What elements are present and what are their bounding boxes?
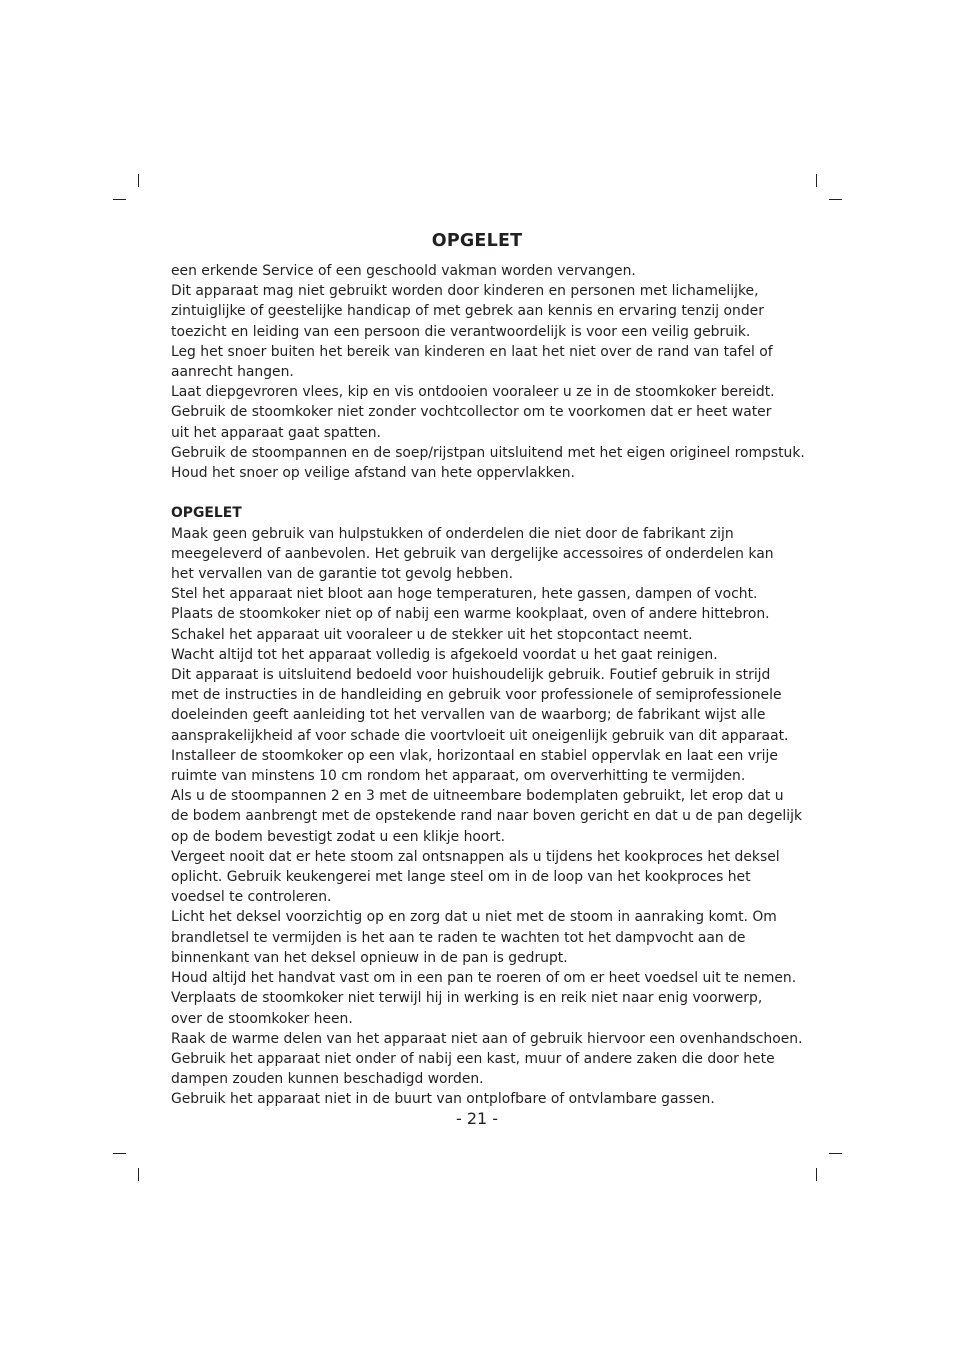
text-line: ruimte van minstens 10 cm rondom het apparaat, om oververhitting te vermijden. [171, 768, 746, 785]
text-line: aansprakelijkheid af voor schade die voortvloeit uit oneigenlijk gebruik van dit apparaat. [171, 727, 789, 744]
text-line: Stel het apparaat niet bloot aan hoge temperaturen, hete gassen, dampen of vocht. [171, 586, 758, 603]
text-line: de bodem aanbrengt met de opstekende rand naar boven gericht en dat u de pan degelijk [171, 808, 803, 825]
text-line: Als u de stoompannen 2 en 3 met de uitneembare bodemplaten gebruikt, let erop dat u [171, 788, 784, 805]
text-line: Gebruik de stoompannen en de soep/rijstpan uitsluitend met het eigen origineel rompstuk. [171, 444, 805, 461]
crop-mark-bottom-right-vertical [816, 1168, 817, 1181]
text-line: Installeer de stoomkoker op een vlak, horizontaal en stabiel oppervlak en laat een vrije [171, 747, 778, 764]
text-line: doeleinden geeft aanleiding tot het vervallen van de waarborg; de fabrikant wijst alle [171, 707, 766, 724]
text-line: Houd altijd het handvat vast om in een pan te roeren of om er heet voedsel uit te nemen. [171, 970, 797, 987]
text-line: Laat diepgevroren vlees, kip en vis ontdooien vooraleer u ze in de stoomkoker bereidt. [171, 384, 775, 401]
text-line: met de instructies in de handleiding en gebruik voor professionele of semiprofessionele [171, 687, 782, 704]
text-line: het vervallen van de garantie tot gevolg hebben. [171, 566, 513, 583]
text-line: Raak de warme delen van het apparaat niet aan of gebruik hiervoor een ovenhandschoen. [171, 1030, 803, 1047]
text-line: uit het apparaat gaat spatten. [171, 424, 381, 441]
crop-mark-bottom-right-horizontal [829, 1153, 842, 1154]
text-line: Schakel het apparaat uit vooraleer u de stekker uit het stopcontact neemt. [171, 626, 693, 643]
text-line: Wacht altijd tot het apparaat volledig is afgekoeld voordat u het gaat reinigen. [171, 646, 718, 663]
crop-mark-bottom-left-horizontal [113, 1153, 126, 1154]
text-line: Vergeet nooit dat er hete stoom zal ontsnappen als u tijdens het kookproces het deksel [171, 848, 780, 865]
text-line: Leg het snoer buiten het bereik van kinderen en laat het niet over de rand van tafel of [171, 343, 773, 360]
text-line: brandletsel te vermijden is het aan te raden te wachten tot het dampvocht aan de [171, 929, 746, 946]
page-number: - 21 - [455, 1109, 499, 1128]
text-line: Plaats de stoomkoker niet op of nabij een warme kookplaat, oven of andere hittebron. [171, 606, 770, 623]
crop-mark-top-right-horizontal [829, 199, 842, 200]
text-line: Gebruik het apparaat niet in de buurt van ontplofbare of ontvlambare gassen. [171, 1091, 715, 1108]
text-line: Dit apparaat mag niet gebruikt worden door kinderen en personen met lichamelijke, [171, 283, 759, 300]
text-line: Gebruik het apparaat niet onder of nabij een kast, muur of andere zaken die door hete [171, 1050, 775, 1067]
text-line: Dit apparaat is uitsluitend bedoeld voor huishoudelijk gebruik. Foutief gebruik in strijd [171, 667, 771, 684]
page-title: OPGELET [431, 231, 523, 251]
text-line: toezicht en leiding van een persoon die verantwoordelijk is voor een veilig gebruik. [171, 323, 751, 340]
text-line: aanrecht hangen. [171, 364, 294, 381]
text-line: zintuiglijke of geestelijke handicap of met gebrek aan kennis en ervaring tenzij onder [171, 303, 764, 320]
text-line: een erkende Service of een geschoold vakman worden vervangen. [171, 263, 636, 279]
text-line: over de stoomkoker heen. [171, 1010, 353, 1027]
text-line: meegeleverd of aanbevolen. Het gebruik van dergelijke accessoires of onderdelen kan [171, 545, 774, 562]
text-line: Gebruik de stoomkoker niet zonder vochtcollector om te voorkomen dat er heet water [171, 404, 772, 421]
crop-mark-top-left-horizontal [113, 199, 126, 200]
text-line: voedsel te controleren. [171, 889, 332, 906]
crop-mark-bottom-left-vertical [138, 1168, 139, 1181]
text-line: Licht het deksel voorzichtig op en zorg dat u niet met de stoom in aanraking komt. Om [171, 909, 777, 926]
text-line: oplicht. Gebruik keukengerei met lange steel om in de loop van het kookproces het [171, 869, 751, 886]
crop-mark-top-left-vertical [138, 174, 139, 187]
text-line: Verplaats de stoomkoker niet terwijl hij in werking is en reik niet naar enig voorwerp, [171, 990, 763, 1007]
text-line: op de bodem bevestigt zodat u een klikje hoort. [171, 828, 505, 845]
text-line: dampen zouden kunnen beschadigd worden. [171, 1071, 484, 1088]
crop-mark-top-right-vertical [816, 174, 817, 187]
section-opgelet [171, 524, 803, 1110]
section-intro [171, 261, 805, 483]
paragraph-gap [171, 483, 793, 503]
text-line: binnenkant van het deksel opnieuw in de pan is gedrupt. [171, 949, 568, 966]
page-content [171, 261, 805, 1110]
text-line: Maak geen gebruik van hulpstukken of onderdelen die niet door de fabrikant zijn [171, 525, 734, 542]
section-heading: OPGELET [171, 505, 242, 522]
text-line: Houd het snoer op veilige afstand van hete oppervlakken. [171, 465, 575, 482]
